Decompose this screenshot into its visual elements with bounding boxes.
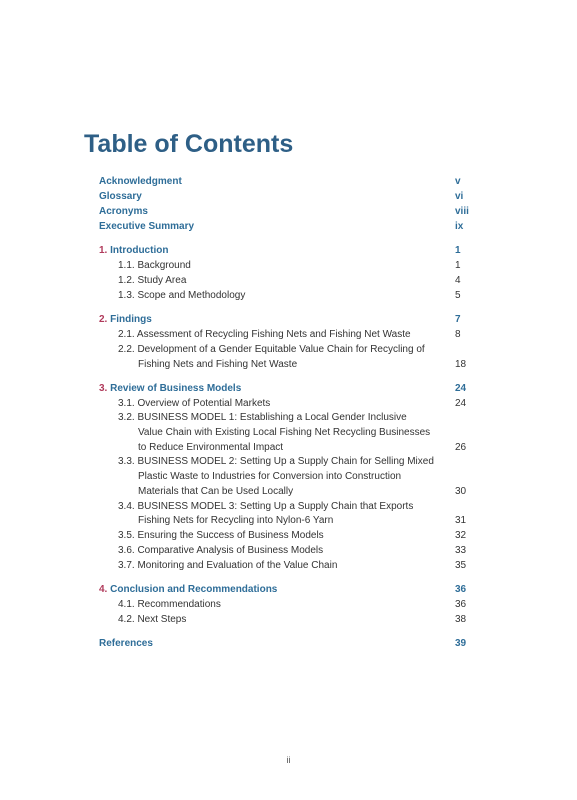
toc-entry[interactable] [0,582,577,597]
toc-entry-label [138,440,283,455]
toc-entry-page: 18 [455,359,467,370]
toc-entry-text: Review of Business Models [110,383,242,394]
toc-entry[interactable] [0,312,577,327]
toc-entry[interactable] [0,357,577,372]
toc-entry-label [99,582,277,597]
toc-entry-label [138,513,333,528]
toc-entry-label [118,342,425,357]
toc-entry-text: 2.1. Assessment of Recycling Fishing Nets and Fishing Net Waste [118,329,411,340]
toc-entry-page: 7 [455,314,461,325]
toc-entry-label [138,484,293,499]
toc-entry-label [118,258,191,273]
toc-entry-page: 39 [455,638,467,649]
toc-entry-text: 3.7. Monitoring and Evaluation of the Value Chain [118,560,338,571]
toc-entry-text: References [99,638,153,649]
toc-entry-label [118,327,411,342]
toc-entry[interactable] [0,219,577,234]
toc-entry[interactable] [0,204,577,219]
toc-entry-page: 35 [455,560,467,571]
toc-entry-page: 5 [455,290,461,301]
toc-entry-label [99,204,148,219]
toc-entry-page: 36 [455,584,467,595]
toc-entry[interactable] [0,243,577,258]
toc-entry-text: 3.4. BUSINESS MODEL 3: Setting Up a Supply Chain that Exports [118,501,414,512]
toc-entry-page: ix [455,221,464,232]
toc-entry-page: 24 [455,398,467,409]
toc-entry-label [118,454,434,469]
toc-entry-page: vi [455,191,464,202]
toc-entry-text: Acronyms [99,206,148,217]
toc-entry-label [99,219,194,234]
toc-entry[interactable] [0,174,577,189]
toc-entry-text: to Reduce Environmental Impact [138,442,284,453]
toc-entry[interactable] [0,258,577,273]
toc-entry-page: 1 [455,245,461,256]
toc-entry[interactable] [0,597,577,612]
chapter-number: 3. [99,383,111,394]
toc-entry-label [118,612,186,627]
toc-entry-text: 2.2. Development of a Gender Equitable Value Chain for Recycling of [118,344,425,355]
toc-entry-page: 31 [455,515,467,526]
toc-entry[interactable] [0,273,577,288]
toc-entry-text: 1.1. Background [118,260,191,271]
toc-entry[interactable] [0,528,577,543]
toc-entry-label [118,528,324,543]
toc-entry-label [138,357,297,372]
toc-entry[interactable] [0,425,577,440]
toc-entry-text: 3.6. Comparative Analysis of Business Models [118,545,324,556]
chapter-number: 1. [99,245,111,256]
toc-entry-text: 4.1. Recommendations [118,599,221,610]
toc-entry[interactable] [0,189,577,204]
toc-entry[interactable] [0,484,577,499]
toc-entry-label [118,396,270,411]
toc-entry-text: 3.2. BUSINESS MODEL 1: Establishing a Local Gender Inclusive [118,412,407,423]
toc-entry-page: 33 [455,545,467,556]
page-number: ii [286,755,291,765]
toc-entry[interactable] [0,558,577,573]
toc-entry-label [118,273,186,288]
toc-entry-text: Findings [110,314,152,325]
toc-entry-text: Glossary [99,191,142,202]
toc-entry[interactable] [0,288,577,303]
toc-entry-text: Introduction [110,245,169,256]
chapter-number: 2. [99,314,111,325]
toc-entry-label [118,597,221,612]
toc-entry-text: Executive Summary [99,221,195,232]
toc-entry-text: 3.1. Overview of Potential Markets [118,398,271,409]
toc-entry[interactable] [0,543,577,558]
toc-entry-text: 4.2. Next Steps [118,614,187,625]
toc-entry-page: 30 [455,486,467,497]
toc-entry-label [118,410,407,425]
toc-entry-label [138,469,401,484]
toc-entry-text: Value Chain with Existing Local Fishing Net Recycling Businesses [138,427,431,438]
toc-entry-page: 36 [455,599,467,610]
toc-entry-text: Conclusion and Recommendations [110,584,278,595]
toc-entry-label [99,636,153,651]
toc-entry[interactable] [0,327,577,342]
toc-entry-label [118,499,413,514]
toc-entry-page: 1 [455,260,461,271]
toc-entry[interactable] [0,410,577,425]
toc-entry-text: 1.3. Scope and Methodology [118,290,246,301]
toc-entry-text: Materials that Can be Used Locally [138,486,294,497]
toc-entry-label [99,312,152,327]
toc-entry-label [118,543,323,558]
toc-entry[interactable] [0,342,577,357]
chapter-number: 4. [99,584,111,595]
toc-entry[interactable] [0,440,577,455]
toc-entry[interactable] [0,381,577,396]
toc-entry[interactable] [0,454,577,469]
toc-entry[interactable] [0,513,577,528]
toc-entry-page: v [455,176,461,187]
toc-entry[interactable] [0,469,577,484]
toc-entry-page: 4 [455,275,461,286]
toc-entry-label [138,425,430,440]
toc-entry-text: 1.2. Study Area [118,275,187,286]
toc-entry-page: 38 [455,614,467,625]
toc-entry[interactable] [0,636,577,651]
toc-entry-page: 8 [455,329,461,340]
toc-entry-text: 3.5. Ensuring the Success of Business Models [118,530,324,541]
toc-entry-text: Fishing Nets for Recycling into Nylon-6 Yarn [138,515,334,526]
toc-entry-page: viii [455,206,469,217]
toc-entry-label [99,189,142,204]
toc-entry-text: Acknowledgment [99,176,182,187]
page-title: Table of Contents [84,130,294,158]
toc-entry-page: 24 [455,383,467,394]
toc-entry-label [99,381,241,396]
toc-entry-page: 26 [455,442,467,453]
toc-entry-label [118,558,337,573]
toc-entry[interactable] [0,612,577,627]
toc-entry-label [118,288,245,303]
toc-entry-text: 3.3. BUSINESS MODEL 2: Setting Up a Supply Chain for Selling Mixed [118,456,434,467]
toc-entry[interactable] [0,499,577,514]
toc-entry-page: 32 [455,530,467,541]
toc-entry[interactable] [0,396,577,411]
toc-entry-label [99,174,182,189]
toc-entry-label [99,243,168,258]
toc-entry-text: Plastic Waste to Industries for Conversion into Construction [138,471,402,482]
toc-entry-text: Fishing Nets and Fishing Net Waste [138,359,298,370]
